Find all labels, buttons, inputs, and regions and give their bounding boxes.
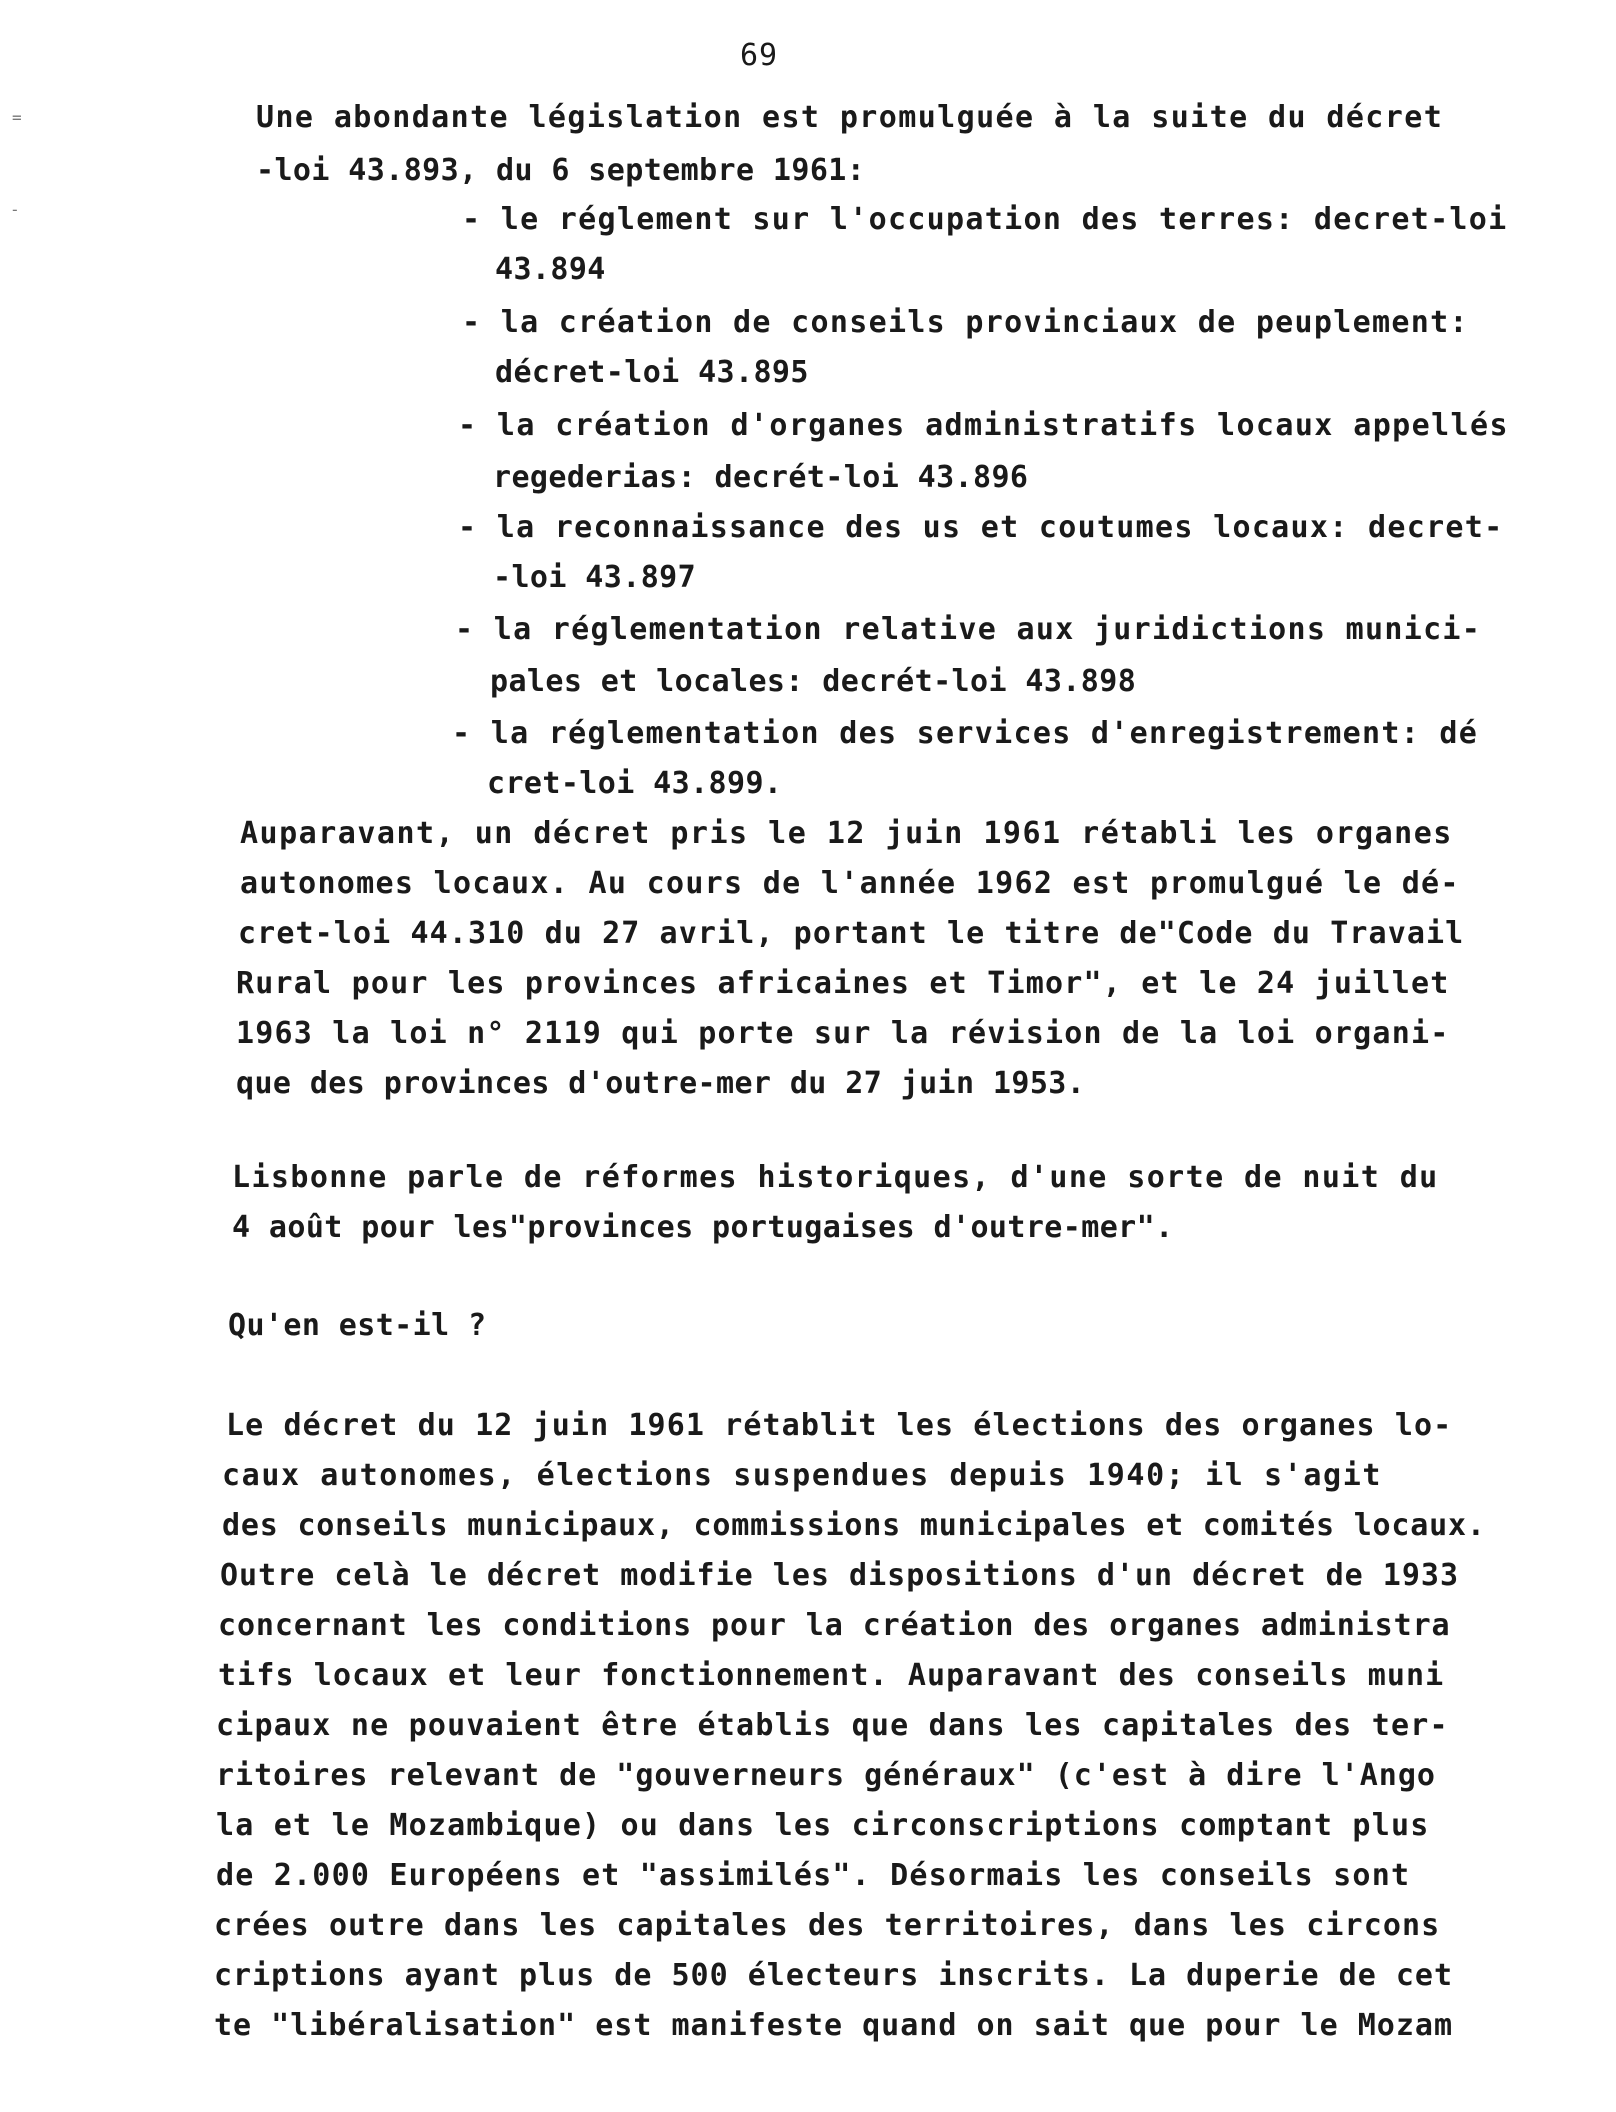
list-item: - la réglementation des services d'enregistrement: dé	[452, 716, 1479, 751]
text-line: Une abondante législation est promulguée à la suite du décret	[256, 100, 1444, 135]
margin-mark: -	[10, 200, 20, 219]
text-line: Rural pour les provinces africaines et Timor", et le 24 juillet	[236, 966, 1450, 1001]
text-line: -loi 43.897	[493, 560, 697, 595]
text-line: Qu'en est-il ?	[228, 1308, 487, 1343]
text-line: 1963 la loi n° 2119 qui porte sur la révision de la loi organi-	[236, 1016, 1450, 1051]
text-line: cipaux ne pouvaient être établis que dans les capitales des ter-	[216, 1708, 1449, 1743]
text-line: décret-loi 43.895	[495, 355, 809, 390]
text-line: des conseils municipaux, commissions municipales et comités locaux.	[222, 1508, 1486, 1543]
text-line: cret-loi 43.899.	[487, 766, 783, 801]
margin-mark: =	[12, 108, 22, 127]
list-item: - la création d'organes administratifs locaux appellés	[458, 408, 1509, 443]
text-line: criptions ayant plus de 500 électeurs inscrits. La duperie de cet	[214, 1958, 1453, 1993]
text-line: Lisbonne parle de réformes historiques, d'une sorte de nuit du	[232, 1160, 1439, 1195]
text-line: caux autonomes, élections suspendues depuis 1940; il s'agit	[222, 1458, 1383, 1493]
text-line: la et le Mozambique) ou dans les circonscriptions comptant plus	[216, 1808, 1430, 1843]
text-line: ritoires relevant de "gouverneurs généraux" (c'est à dire l'Ango	[216, 1758, 1436, 1793]
text-line: -loi 43.893, du 6 septembre 1961:	[256, 153, 866, 188]
page-number: 69	[740, 38, 779, 73]
text-line: que des provinces d'outre-mer du 27 juin 1953.	[236, 1066, 1086, 1101]
text-line: autonomes locaux. Au cours de l'année 1962 est promulgué le dé-	[240, 866, 1460, 901]
text-line: Auparavant, un décret pris le 12 juin 1961 rétabli les organes	[240, 816, 1453, 851]
text-line: cret-loi 44.310 du 27 avril, portant le titre de"Code du Travail	[238, 916, 1465, 951]
text-line: de 2.000 Européens et "assimilés". Désormais les conseils sont	[216, 1858, 1411, 1893]
text-line: pales et locales: decrét-loi 43.898	[490, 664, 1137, 699]
text-line: te "libéralisation" est manifeste quand on sait que pour le Mozam	[214, 2008, 1453, 2043]
text-line: 4 août pour les"provinces portugaises d'outre-mer".	[232, 1210, 1174, 1245]
list-item: - le réglement sur l'occupation des terres: decret-loi	[462, 202, 1508, 237]
text-line: tifs locaux et leur fonctionnement. Auparavant des conseils muni	[218, 1658, 1445, 1693]
list-item: - la création de conseils provinciaux de peuplement:	[462, 305, 1469, 340]
text-line: crées outre dans les capitales des territoires, dans les circons	[214, 1908, 1441, 1943]
text-line: regederias: decrét-loi 43.896	[493, 460, 1029, 495]
text-line: 43.894	[495, 252, 606, 287]
list-item: - la réglementation relative aux juridictions munici-	[455, 612, 1482, 647]
text-line: Outre celà le décret modifie les dispositions d'un décret de 1933	[220, 1558, 1459, 1593]
text-line: Le décret du 12 juin 1961 rétablit les élections des organes lo-	[226, 1408, 1453, 1443]
text-line: concernant les conditions pour la création des organes administra	[218, 1608, 1451, 1643]
list-item: - la reconnaissance des us et coutumes locaux: decret-	[458, 510, 1504, 545]
